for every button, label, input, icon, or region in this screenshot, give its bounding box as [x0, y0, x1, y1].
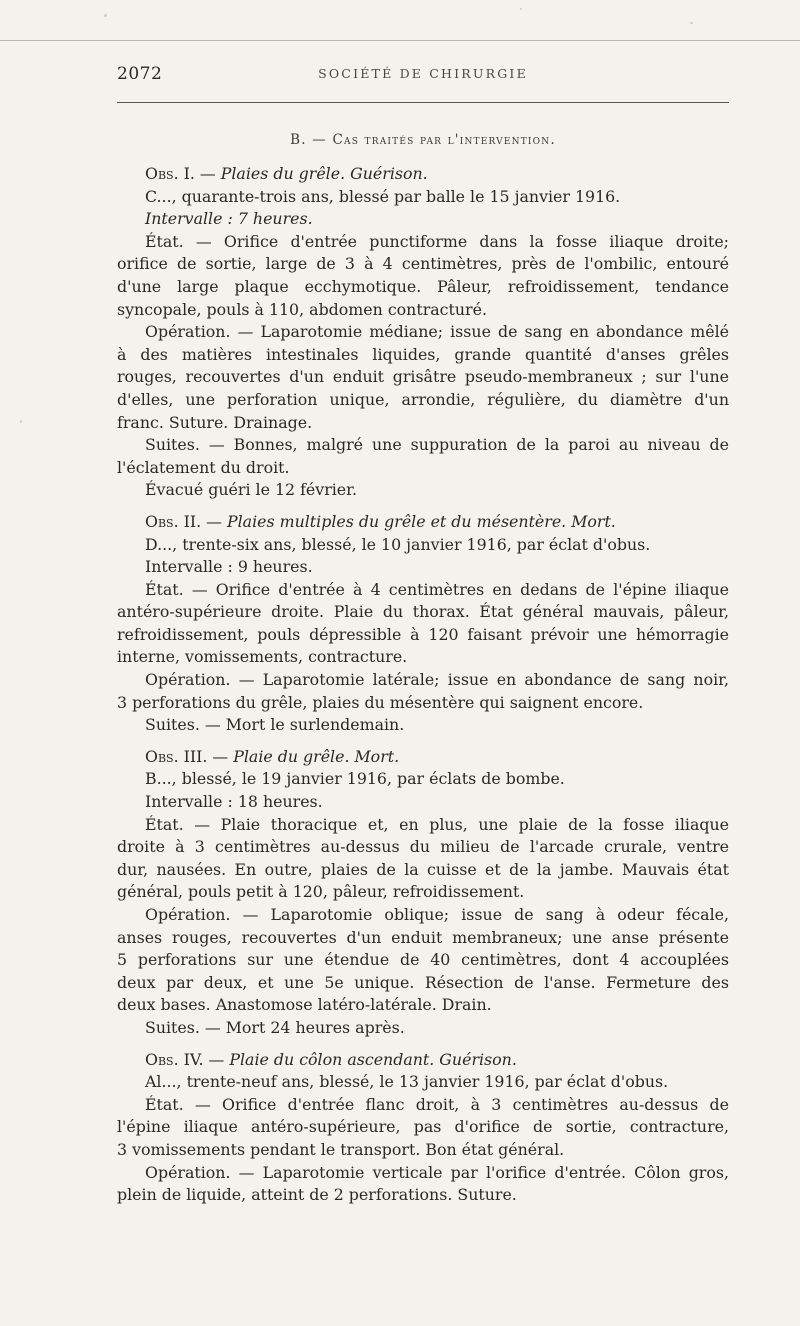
running-head: SOCIÉTÉ DE CHIRURGIE [318, 66, 528, 81]
text-line: dur, nausées. En outre, plaies de la cuisse et de la jambe. Mauvais état [117, 859, 729, 879]
text-line: deux par deux, et une 5e unique. Résection de l'anse. Fermeture des [117, 972, 729, 992]
text-line: État. — Orifice d'entrée flanc droit, à 3 centimètres au-dessus de [145, 1094, 729, 1114]
text-line: l'épine iliaque antéro-supérieure, pas d'orifice de sortie, contracture, [117, 1117, 729, 1137]
scan-edge-line [0, 40, 800, 41]
text-line: orifice de sortie, large de 3 à 4 centimètres, près de l'ombilic, entouré [117, 254, 729, 274]
text-line: l'éclatement du droit. [117, 457, 290, 477]
text-line: 3 perforations du grêle, plaies du mésentère qui saignent encore. [117, 692, 644, 712]
text-line: B..., blessé, le 19 janvier 1916, par éclats de bombe. [145, 769, 565, 789]
text-line: C..., quarante-trois ans, blessé par balle le 15 janvier 1916. [145, 186, 621, 206]
observation-title: Plaies du grêle. Guérison. [220, 164, 428, 183]
page-header [117, 64, 729, 88]
observation-id: Obs. II. — [145, 511, 222, 531]
text-line: plein de liquide, atteint de 2 perforations. Suture. [117, 1185, 517, 1205]
page-number: 2072 [117, 64, 163, 84]
text-line: Évacué guéri le 12 février. [145, 480, 357, 500]
text-line: État. — Plaie thoracique et, en plus, une plaie de la fosse iliaque [145, 814, 729, 834]
text-line: Suites. — Mort 24 heures après. [145, 1017, 405, 1037]
observation-title: Plaie du grêle. Mort. [233, 746, 400, 766]
observation-id: Obs. III. — [145, 746, 229, 766]
text-line: 3 vomissements pendant le transport. Bon état général. [117, 1139, 565, 1159]
text-line: droite à 3 centimètres au-dessus du milieu de l'arcade crurale, ventre [117, 837, 729, 857]
text-line: Intervalle : 9 heures. [145, 557, 313, 577]
text-line: antéro-supérieure droite. Plaie du thorax. État général mauvais, pâleur, [117, 602, 729, 622]
observation-heading [117, 1049, 729, 1072]
observation-id: Obs. I. — [145, 164, 216, 183]
text-line: franc. Suture. Drainage. [117, 412, 313, 432]
text-line: refroidissement, pouls dépressible à 120 faisant prévoir une hémorragie [117, 624, 729, 644]
text-line: Opération. — Laparotomie verticale par l'orifice d'entrée. Côlon gros, [145, 1162, 729, 1182]
text-line: Suites. — Mort le surlendemain. [145, 715, 405, 735]
text-line: Suites. — Bonnes, malgré une suppuration de la paroi au niveau de [145, 435, 729, 455]
observation-title: Plaies multiples du grêle et du mésentère. Mort. [226, 511, 616, 531]
text-line: anses rouges, recouvertes d'un enduit membraneux; une anse présente [117, 927, 729, 947]
observation-title: Plaie du côlon ascendant. Guérison. [229, 1049, 517, 1069]
text-line: d'une large plaque ecchymotique. Pâleur, refroidissement, tendance [117, 276, 729, 296]
text-line: interne, vomissements, contracture. [117, 647, 408, 667]
section-heading: B. — Cas traités par l'intervention. [290, 132, 556, 148]
text-line: État. — Orifice d'entrée à 4 centimètres en dedans de l'épine iliaque [145, 579, 729, 599]
text-line: rouges, recouvertes d'un enduit grisâtre pseudo-membraneux ; sur l'une [117, 367, 729, 387]
observation-heading [117, 511, 729, 534]
text-line: Intervalle : 7 heures. [145, 209, 313, 229]
text-line: Opération. — Laparotomie oblique; issue de sang à odeur fécale, [145, 905, 729, 924]
text-line: syncopale, pouls à 110, abdomen contracturé. [117, 299, 487, 319]
text-line: Opération. — Laparotomie médiane; issue de sang en abondance mêlé [145, 322, 729, 342]
text-line: deux bases. Anastomose latéro-latérale. Drain. [117, 995, 492, 1015]
text-line: à des matières intestinales liquides, grande quantité d'anses grêles [117, 344, 729, 364]
observation-id: Obs. IV. — [145, 1049, 225, 1069]
text-line: État. — Orifice d'entrée punctiforme dans la fosse iliaque droite; [145, 231, 729, 251]
text-line: Intervalle : 18 heures. [145, 792, 323, 812]
observation-heading [117, 163, 729, 186]
observation-heading [117, 746, 729, 769]
document-body [117, 163, 729, 1207]
text-line: général, pouls petit à 120, pâleur, refroidissement. [117, 882, 525, 902]
text-line: d'elles, une perforation unique, arrondie, régulière, du diamètre d'un [117, 389, 729, 409]
text-line: 5 perforations sur une étendue de 40 centimètres, dont 4 accouplées [117, 950, 729, 970]
header-rule [117, 102, 729, 103]
text-line: D..., trente-six ans, blessé, le 10 janvier 1916, par éclat d'obus. [145, 534, 651, 554]
text-line: Al..., trente-neuf ans, blessé, le 13 janvier 1916, par éclat d'obus. [145, 1072, 669, 1092]
text-line: Opération. — Laparotomie latérale; issue en abondance de sang noir, [145, 670, 729, 690]
